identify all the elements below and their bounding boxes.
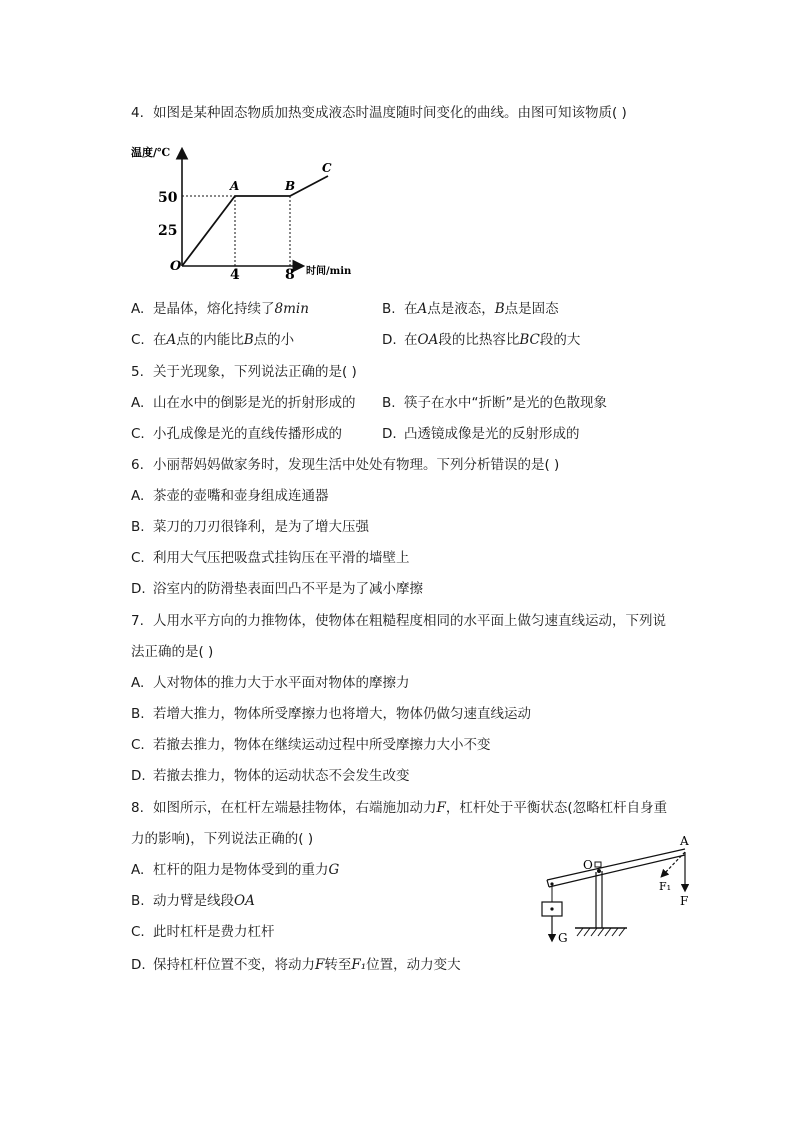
q7-option-d: D. 若撤去推力，物体的运动状态不会发生改变 [131, 768, 410, 784]
q8-option-d: D. 保持杠杆位置不变，将动力F转至F₁位置，动力变大 [131, 957, 461, 973]
q4-point-C: C [322, 161, 332, 175]
q4-stem [131, 103, 627, 123]
q8-option-b: B. 动力臂是线段OA [131, 893, 255, 909]
q6-option-b: B. 菜刀的刀刃很锋利，是为了增大压强 [131, 519, 369, 535]
q4-stem-text: 如图是某种固态物质加热变成液态时温度随时间变化的曲线。由图可知该物质( ) [153, 105, 627, 121]
q4-ytick-25: 25 [158, 223, 178, 239]
q4-option-a: A. 是晶体，熔化持续了8min [131, 301, 309, 317]
q4-point-A: A [230, 179, 240, 193]
q8-lever-figure [535, 832, 700, 952]
q8-pivot-small-box [595, 862, 601, 867]
q8-lever-top [547, 849, 685, 880]
q4-option-c: C. 在A点的内能比B点的小 [131, 332, 295, 348]
q5-option-b: B. 筷子在水中“折断”是光的色散现象 [382, 395, 607, 411]
q5-stem: 5. 关于光现象，下列说法正确的是( ) [131, 364, 357, 380]
q7-option-a: A. 人对物体的推力大于水平面对物体的摩擦力 [131, 675, 410, 691]
q7-option-b: B. 若增大推力，物体所受摩擦力也将增大，物体仍做匀速直线运动 [131, 706, 531, 722]
q4-y-label: 温度/℃ [131, 146, 171, 159]
q8-option-c: C. 此时杠杆是费力杠杆 [131, 924, 275, 940]
q8-block-center [550, 907, 553, 910]
q7-stem-line1: 7. 人用水平方向的力推物体，使物体在粗糙程度相同的水平面上做匀速直线运动，下列说 [131, 613, 666, 629]
q4-xtick-8: 8 [285, 267, 295, 280]
q8-label-F: F [680, 894, 689, 908]
q4-option-b: B. 在A点是液态，B点是固态 [382, 301, 559, 317]
q8-option-a: A. 杠杆的阻力是物体受到的重力G [131, 862, 340, 878]
q4-origin: O [170, 259, 182, 274]
q4-x-label: 时间/min [306, 266, 352, 277]
q7-option-c: C. 若撤去推力，物体在继续运动过程中所受摩擦力大小不变 [131, 737, 491, 753]
q4-graph [130, 140, 370, 280]
q8-stem-line1: 8. 如图所示，在杠杆左端悬挂物体，右端施加动力F，杠杆处于平衡状态(忽略杠杆自身重 [131, 800, 668, 816]
q8-stem-line2: 力的影响)，下列说法正确的( ) [131, 831, 314, 847]
q5-option-a: A. 山在水中的倒影是光的折射形成的 [131, 395, 356, 411]
q8-left-pin [550, 882, 553, 885]
q5-option-d: D. 凸透镜成像是光的反射形成的 [382, 426, 580, 442]
q8-label-O: O [583, 858, 593, 872]
q4-point-B: B [285, 179, 296, 193]
q4-option-d: D. 在OA段的比热容比BC段的大 [382, 332, 581, 348]
q6-option-c: C. 利用大气压把吸盘式挂钩压在平滑的墙壁上 [131, 550, 410, 566]
q7-stem-line2: 法正确的是( ) [131, 644, 214, 660]
q8-label-A: A [680, 834, 689, 848]
q6-option-d: D. 浴室内的防滑垫表面凹凸不平是为了减小摩擦 [131, 581, 423, 597]
q4-ytick-50: 50 [158, 190, 178, 206]
q6-stem: 6. 小丽帮妈妈做家务时，发现生活中处处有物理。下列分析错误的是( ) [131, 457, 560, 473]
q8-lever-left-end [547, 880, 549, 887]
q8-pivot [597, 869, 601, 873]
q4-curve [182, 176, 328, 266]
q8-label-G: G [558, 931, 568, 945]
q8-label-F1: F₁ [659, 880, 672, 893]
q8-ground-hatch [577, 928, 625, 936]
q6-option-a: A. 茶壶的壶嘴和壶身组成连通器 [131, 488, 329, 504]
q4-number: 4. [131, 105, 144, 121]
q5-option-c: C. 小孔成像是光的直线传播形成的 [131, 426, 342, 442]
q4-xtick-4: 4 [230, 267, 240, 280]
